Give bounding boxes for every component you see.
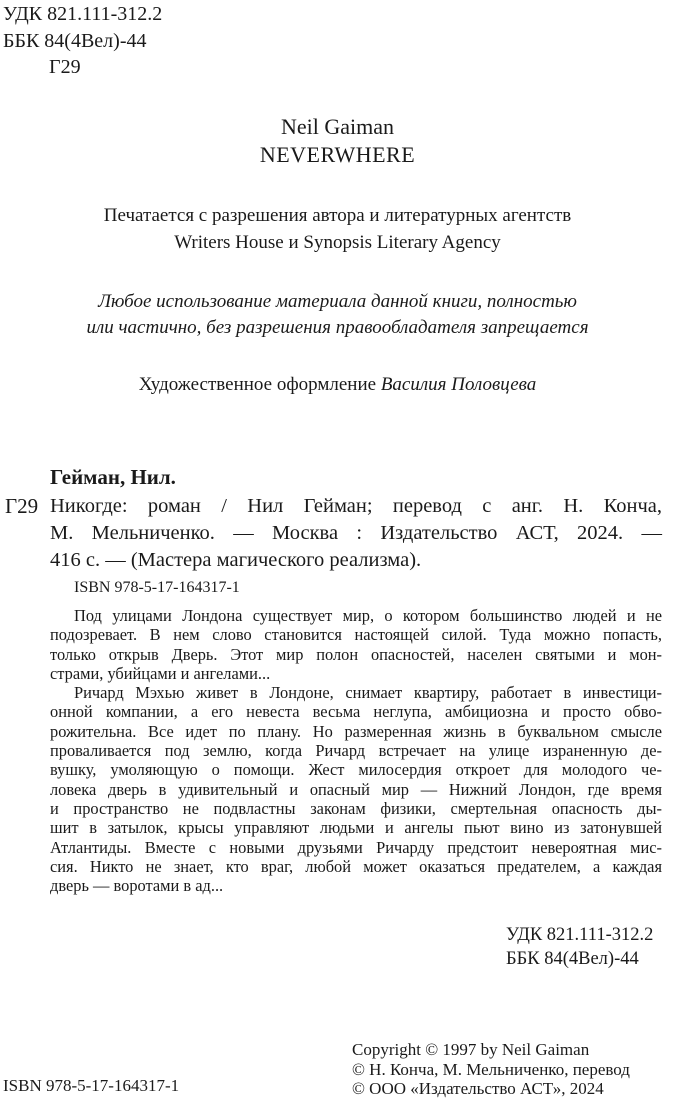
permission-line-2: Writers House и Synopsis Literary Agency bbox=[174, 232, 501, 253]
annotation-line: рожительна. Все идет по плану. Но размеренная жизнь в буквальном смысле bbox=[50, 721, 662, 741]
annotation-line: онной компании, а его невеста весьма неглупа, амбициозна и просто обво- bbox=[50, 702, 662, 722]
catalog-author-heading: Гейман, Нил. bbox=[50, 465, 176, 489]
udk-code: УДК 821.111-312.2 bbox=[3, 3, 163, 25]
annotation-line: Атлантиды. Вместе с новыми друзьями Ричарду предстоит невероятная мис- bbox=[50, 837, 662, 857]
copyright-line: Copyright © 1997 by Neil Gaiman bbox=[352, 1040, 590, 1059]
catalog-bibliographic-description bbox=[50, 493, 662, 574]
catalog-isbn: ISBN 978-5-17-164317-1 bbox=[74, 579, 240, 596]
original-title: NEVERWHERE bbox=[259, 142, 416, 167]
copyright-line: © ООО «Издательство АСТ», 2024 bbox=[352, 1079, 604, 1098]
bbk-code-right: ББК 84(4Вел)-44 bbox=[506, 949, 639, 969]
annotation bbox=[50, 606, 662, 895]
isbn-bottom: ISBN 978-5-17-164317-1 bbox=[3, 1076, 180, 1095]
copyright-line: © Н. Конча, М. Мельниченко, перевод bbox=[352, 1059, 630, 1079]
author-sign-code: Г29 bbox=[49, 56, 81, 78]
catalog-line: 416 с. — (Мастера магического реализма). bbox=[50, 549, 422, 571]
catalog-line: М. Мельниченко. — Москва : Издательство АСТ, 2024. — bbox=[50, 522, 662, 544]
original-author: Neil Gaiman bbox=[280, 114, 395, 139]
catalog-code: Г29 bbox=[5, 494, 39, 518]
udk-code-right: УДК 821.111-312.2 bbox=[506, 925, 654, 945]
annotation-line: Ричард Мэхью живет в Лондоне, снимает квартиру, работает в инвестици- bbox=[74, 683, 662, 703]
annotation-line: шит в затылок, крысы управляют людьми и ангелы пьют вино из затонувшей bbox=[50, 818, 662, 838]
design-credit-label: Художественное оформление bbox=[138, 374, 377, 395]
design-credit bbox=[0, 372, 675, 398]
annotation-line: Под улицами Лондона существует мир, о котором большинство людей и не bbox=[74, 606, 662, 625]
classification-codes bbox=[506, 923, 653, 971]
annotation-line: проваливается под землю, когда Ричард встречает на улице израненную де- bbox=[50, 741, 662, 761]
annotation-line: дверь — воротами в ад... bbox=[50, 876, 224, 896]
annotation-line: только открыв Дверь. Этот мир полон опасностей, населен святыми и мон- bbox=[50, 644, 662, 664]
annotation-line: сия. Никто не знает, кто враг, любой может оказаться предателем, а каждая bbox=[50, 856, 662, 876]
design-credit-name: Василия Половцева bbox=[380, 374, 537, 395]
bbk-code: ББК 84(4Вел)-44 bbox=[3, 30, 147, 52]
annotation-line: подозревает. В нем слово становится настоящей силой. Туда можно попасть, bbox=[50, 625, 662, 645]
annotation-line: страми, убийцами и ангелами... bbox=[50, 663, 271, 683]
annotation-line: вушку, умоляющую о помощи. Жест милосердия откроет для молодого че- bbox=[50, 760, 662, 780]
annotation-line: ловека дверь в удивительный и опасный мир — Нижний Лондон, где время bbox=[50, 779, 662, 799]
permission-line-1: Печатается с разрешения автора и литературных агентств bbox=[103, 205, 572, 226]
copyright-block bbox=[352, 1040, 630, 1099]
annotation-line: и пространство не подвластны законам физики, смертельная опасность ды- bbox=[50, 798, 662, 818]
catalog-line: Никогде: роман / Нил Гейман; перевод с анг. Н. Конча, bbox=[50, 495, 662, 517]
rights-warning-line-1: Любое использование материала данной книги, полностью bbox=[98, 291, 577, 312]
rights-warning-line-2: или частично, без разрешения правообладателя запрещается bbox=[86, 317, 589, 338]
